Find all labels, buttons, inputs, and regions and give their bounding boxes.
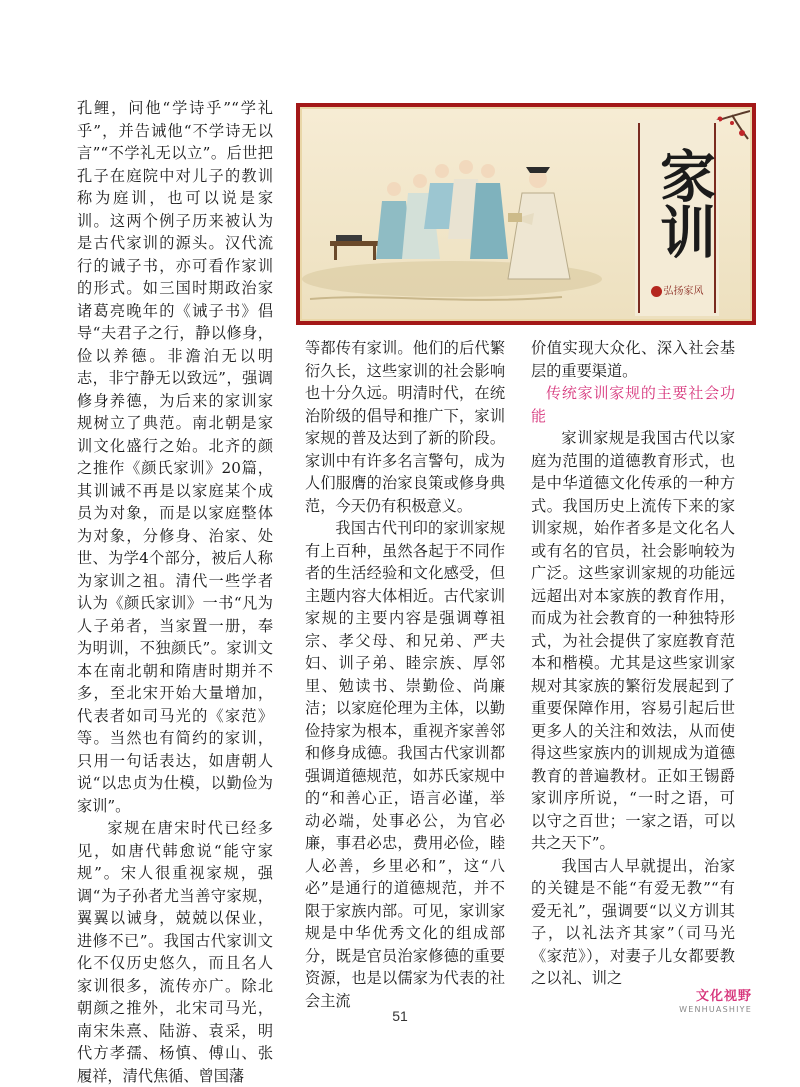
teacher-figure <box>508 167 570 279</box>
illustration-title: 家训 <box>651 147 716 259</box>
magazine-brand <box>679 989 752 1015</box>
paragraph: 家训家规是我国古代以家庭为范围的道德教育形式，也是中华道德文化传承的一种方式。我国历史上流传下来的家训家规，始作者多是文化名人或有名的官员，社会影响较为广泛。这些家训家规的功能远远超出对本家族的教育作用，而成为社会教育的一种独特形式，为社会提供了家庭教育范本和楷模。尤其是这些家训家规对其家族的繁衍发展起到了重要保障作用，容易引起后世更多人的关注和效法，从而使得这些家族内的训规成为道德教育的普遍教材。正如王锡爵家训序所说，“一时之语，可以守之百世；一家之语，可以共之天下”。 <box>531 429 735 852</box>
student-figures <box>376 160 508 259</box>
paragraph: 家规在唐宋时代已经多见，如唐代韩愈说“能守家规”。宋人很重视家规，强调“为子孙者尤当善守家规，翼翼以诫身，兢兢以保业，进修不已”。我国古代家训文化不仅历史悠久，而且名人家训很多，流传亦广。除北朝颜之推外，北宋司马光，南宋朱熹、陆游、袁采，明代方孝孺、杨慎、傅山、张履祥，清代焦循、曾国藩 <box>77 819 273 1085</box>
brand-chinese: 文化视野 <box>695 989 752 1004</box>
illustration-subtitle <box>642 282 712 297</box>
article-column-2 <box>305 337 505 1012</box>
paragraph: 等都传有家训。他们的后代繁衍久长，这些家训的社会影响也十分久远。明清时代，在统治阶级的倡导和推广下，家训家规的普及达到了新的阶段。家训中有许多名言警句，成为人们服膺的治家良策或修身典范，今天仍有积极意义。 <box>305 339 505 515</box>
brand-pinyin: WENHUASHIYE <box>679 1005 752 1014</box>
title-banner <box>638 123 716 313</box>
red-seal-icon <box>651 286 662 297</box>
paragraph: 孔鲤，问他“学诗乎”“学礼乎”，并告诫他“不学诗无以言”“不学礼无以立”。后世把孔子在庭院中对儿子的教训称为庭训，也可以说是家训。这两个例子历来被认为是古代家训的源头。汉代流行的诫子书，亦可看作家训的形式。如三国时期政治家诸葛亮晚年的《诫子书》倡导“夫君子之行，静以修身，俭以养德。非澹泊无以明志，非宁静无以致远”，强调修身养德，为后来的家训家规树立了典范。南北朝是家训文化盛行之始。北齐的颜之推作《颜氏家训》20篇，其训诫不再是以家庭某个成员为对象，而是以家庭整体为对象，分修身、治家、处世、为学4个部分，被后人称为家训之祖。清代一些学者认为《颜氏家训》一书“凡为人子弟者，当家置一册，奉为明训，不独颜氏”。家训文本在南北朝和隋唐时期并不多，至北宋开始大量增加，代表者如司马光的《家范》等。当然也有简约的家训，只用一句话表达，如唐朝人说“以忠贞为仕模，以勤俭为家训”。 <box>77 99 273 815</box>
paragraph: 我国古代刊印的家训家规有上百种，虽然各起于不同作者的生活经验和文化感受，但主题内容大体相近。古代家训家规的主要内容是强调尊祖宗、孝父母、和兄弟、严夫妇、训子弟、睦宗族、厚邻里、勉读书、崇勤俭、尚廉洁；以家庭伦理为主体，以勤俭持家为根本，重视齐家善邻和修身成德。我国古代家训都强调道德规范，如苏氏家规中的“和善心正，语言必谨，举动必端，处事必公，为官必廉，事君必忠，费用必俭，睦人必善，乡里必和”，这“八必”是通行的道德规范，并不限于家族内部。可见，家训家规是中华优秀文化的组成部分，既是官员治家修德的重要资源，也是以儒家为代表的社会主流 <box>305 519 505 1010</box>
paragraph: 价值实现大众化、深入社会基层的重要渠道。 <box>531 339 735 380</box>
illustration-canvas <box>300 107 752 321</box>
article-column-3 <box>531 337 735 990</box>
family-instruction-illustration <box>296 103 756 325</box>
article-column-1 <box>77 97 273 1087</box>
paragraph: 我国古人早就提出，治家的关键是不能“有爱无教”“有爱无礼”，强调要“以义方训其子，以礼法齐其家”（司马光《家范》），对妻子儿女都要教之以礼、训之 <box>531 856 735 987</box>
section-heading: 传统家训家规的主要社会功能 <box>531 384 735 425</box>
subtitle-text: 弘扬家风 <box>663 286 704 297</box>
page-number: 51 <box>392 1008 408 1024</box>
